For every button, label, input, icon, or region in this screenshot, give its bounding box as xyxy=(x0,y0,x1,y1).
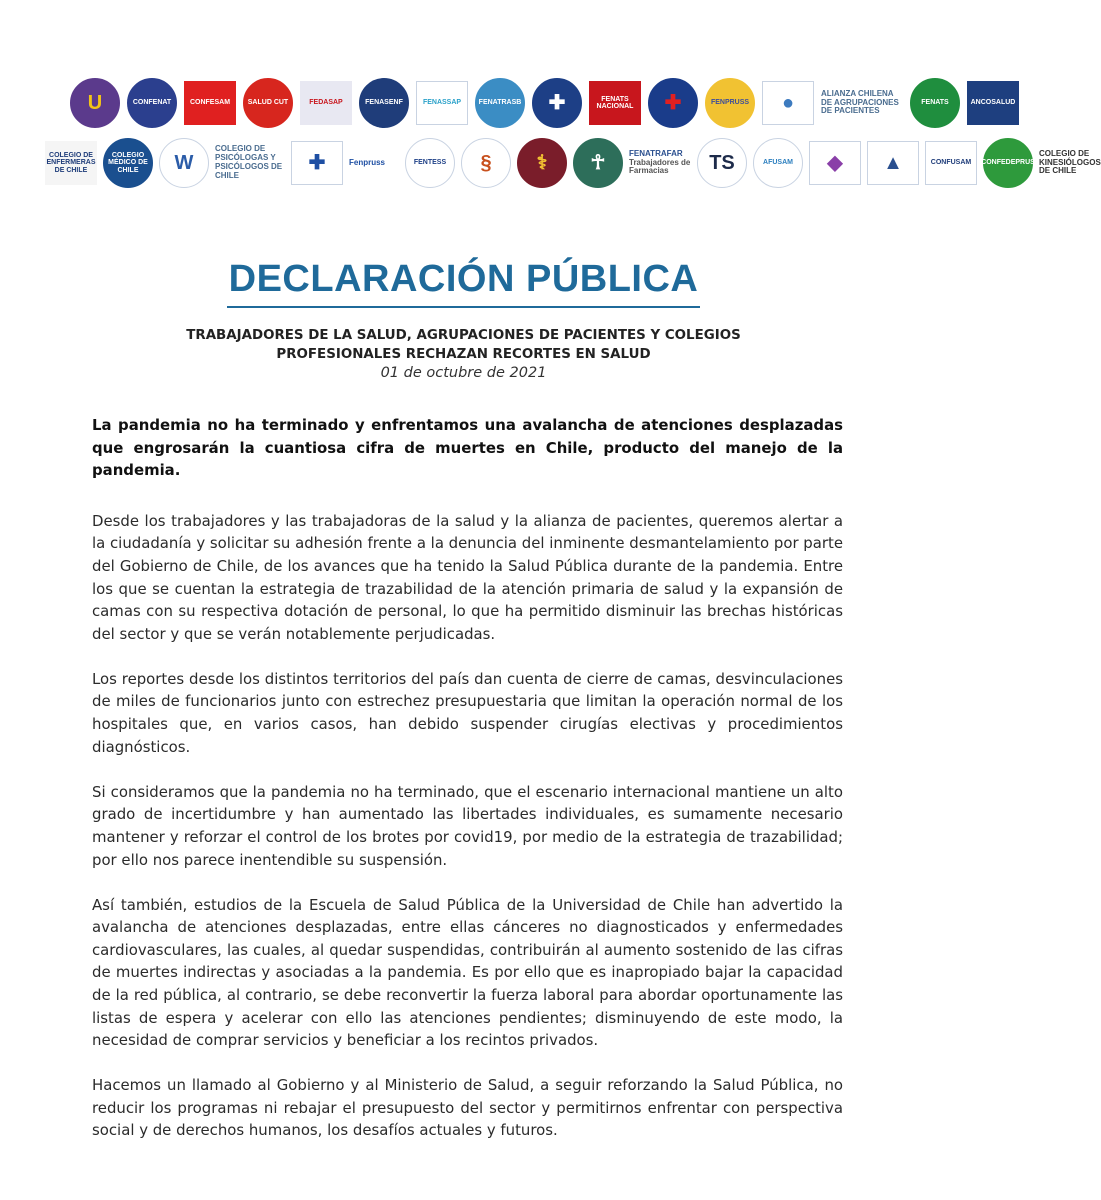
logo-row-top xyxy=(70,78,1019,128)
page-title: DECLARACIÓN PÚBLICA xyxy=(227,258,701,308)
logo-personas: ◆ xyxy=(809,141,861,185)
title-wrap xyxy=(0,258,927,308)
alianza-pacientes-text: ALIANZA CHILENA DE AGRUPACIONES DE PACIENTES xyxy=(821,88,899,116)
subtitle xyxy=(120,326,807,364)
logo-salud-cut: SALUD CUT xyxy=(243,78,293,128)
logo-fenats-unitaria: FENATS xyxy=(910,78,960,128)
logo-alianza-mark: ● xyxy=(762,81,814,125)
document-body xyxy=(92,414,843,1165)
paragraph-1: Desde los trabajadores y las trabajadoras de la salud y la alianza de pacientes, queremos alertar a la ciudadanía y solicitar su adhesión frente a la denuncia del inminente desmantelamiento por parte del Gobierno de Chile, de los avances que ha tenido la Salud Pública durante de la pandemia. Entre los que se cuentan la estrategia de trazabilidad de la atención primaria de salud y la expansión de camas con su respectiva dotación de personal, lo que ha permitido disminuir las brechas históricas del sector y que se verán notablemente perjudicadas. xyxy=(92,511,843,643)
document-date: 01 de octubre de 2021 xyxy=(380,365,547,381)
logo-fentess: FENTESS xyxy=(405,138,455,188)
fenpruss-text: Fenpruss xyxy=(349,157,386,167)
logo-cruz: ✚ xyxy=(648,78,698,128)
paragraph-2: Los reportes desde los distintos territorios del país dan cuenta de cierre de camas, desvinculaciones de miles de funcionarios junto con estrechez presupuestaria que limitan la operación normal de los hospitales que, en varios casos, han debido suspender cirugías electivas y procedimientos diagnósticos. xyxy=(92,669,843,756)
logo-colegio-medico: COLEGIO MÉDICO DE CHILE xyxy=(103,138,153,188)
lead-paragraph: La pandemia no ha terminado y enfrentamos una avalancha de atenciones desplazadas que engrosarán la cuantiosa cifra de muertes en Chile, producto del manejo de la pandemia. xyxy=(92,416,843,480)
logo-federacion: ✚ xyxy=(532,78,582,128)
subtitle-line-1: TRABAJADORES DE LA SALUD, AGRUPACIONES DE PACIENTES Y COLEGIOS xyxy=(186,328,741,343)
paragraph-4: Así también, estudios de la Escuela de Salud Pública de la Universidad de Chile han advertido la avalancha de atenciones desplazadas, entre ellas cánceres no diagnosticados y enfermedades cardiovasculares, las cuales, al quedar suspendidas, contribuirán al aumento sostenido de las cifras de muertes indirectas y asociadas a la pandemia. Es por ello que es inapropiado bajar la capacidad de la red pública, al contrario, se debe reconvertir la fuerza laboral para abordar oportunamente las listas de espera y acelerar con ello las atenciones pendientes; disminuyendo de este modo, la necesidad de comprar servicios y beneficiar a los recintos privados. xyxy=(92,895,843,1050)
logo-confedeprus: CONFEDEPRUS xyxy=(983,138,1033,188)
paragraph-3: Si consideramos que la pandemia no ha terminado, que el escenario internacional mantiene un alto grado de incertidumbre y han aumentado las libertades individuales, es sumamente necesario mantener y reforzar el control de los brotes por covid19, por medio de la estrategia de trazabilidad; por ello nos parece inentendible su suspensión. xyxy=(92,782,843,869)
logo-cirujano: § xyxy=(461,138,511,188)
fenatrafar-name: FENATRAFAR xyxy=(629,148,683,158)
logo-fenassap: FENASSAP xyxy=(416,81,468,125)
logo-afusam: AFUSAM xyxy=(753,138,803,188)
logo-fenpruss: FENPRUSS xyxy=(705,78,755,128)
logo-confusam: CONFUSAM xyxy=(925,141,977,185)
logo-colegio-enfermeras: COLEGIO DE ENFERMERAS DE CHILE xyxy=(45,141,97,185)
logo-confenat: CONFENAT xyxy=(127,78,177,128)
logo-universidad: U xyxy=(70,78,120,128)
logo-fedasap: FEDASAP xyxy=(300,81,352,125)
fenatrafar-sub: Trabajadores de Farmacias xyxy=(629,157,691,176)
logo-colegio-a: ▲ xyxy=(867,141,919,185)
logo-cruz-azul: ✚ xyxy=(291,141,343,185)
colegio-kinesiologos-text: COLEGIO DE KINESIÓLOGOS DE CHILE xyxy=(1039,148,1101,176)
logo-fenats-nacional: FENATS NACIONAL xyxy=(589,81,641,125)
paragraph-5: Hacemos un llamado al Gobierno y al Ministerio de Salud, a seguir reforzando la Salud Pública, no reducir los programas ni rebajar el presupuesto del sector y permitirnos enfrentar con perspectiva social y de derechos humanos, los desafíos actuales y futuros. xyxy=(92,1076,843,1140)
logo-emblema: ⚕ xyxy=(517,138,567,188)
logo-row-bottom xyxy=(45,138,1101,188)
logo-ts: TS xyxy=(697,138,747,188)
logo-confesam: CONFESAM xyxy=(184,81,236,125)
logo-ancosalud: ANCOSALUD xyxy=(967,81,1019,125)
subtitle-line-2: PROFESIONALES RECHAZAN RECORTES EN SALUD xyxy=(276,347,651,362)
logo-colegio-w: W xyxy=(159,138,209,188)
logo-fenatrasb: FENATRASB xyxy=(475,78,525,128)
logo-federacion-verde: ☥ xyxy=(573,138,623,188)
logo-fenasenf: FENASENF xyxy=(359,78,409,128)
colegio-psicologos-text: COLEGIO DE PSICÓLOGAS Y PSICÓLOGOS DE CHILE xyxy=(215,144,283,180)
logo-banner xyxy=(0,0,1101,200)
fenatrafar-text xyxy=(629,150,691,176)
